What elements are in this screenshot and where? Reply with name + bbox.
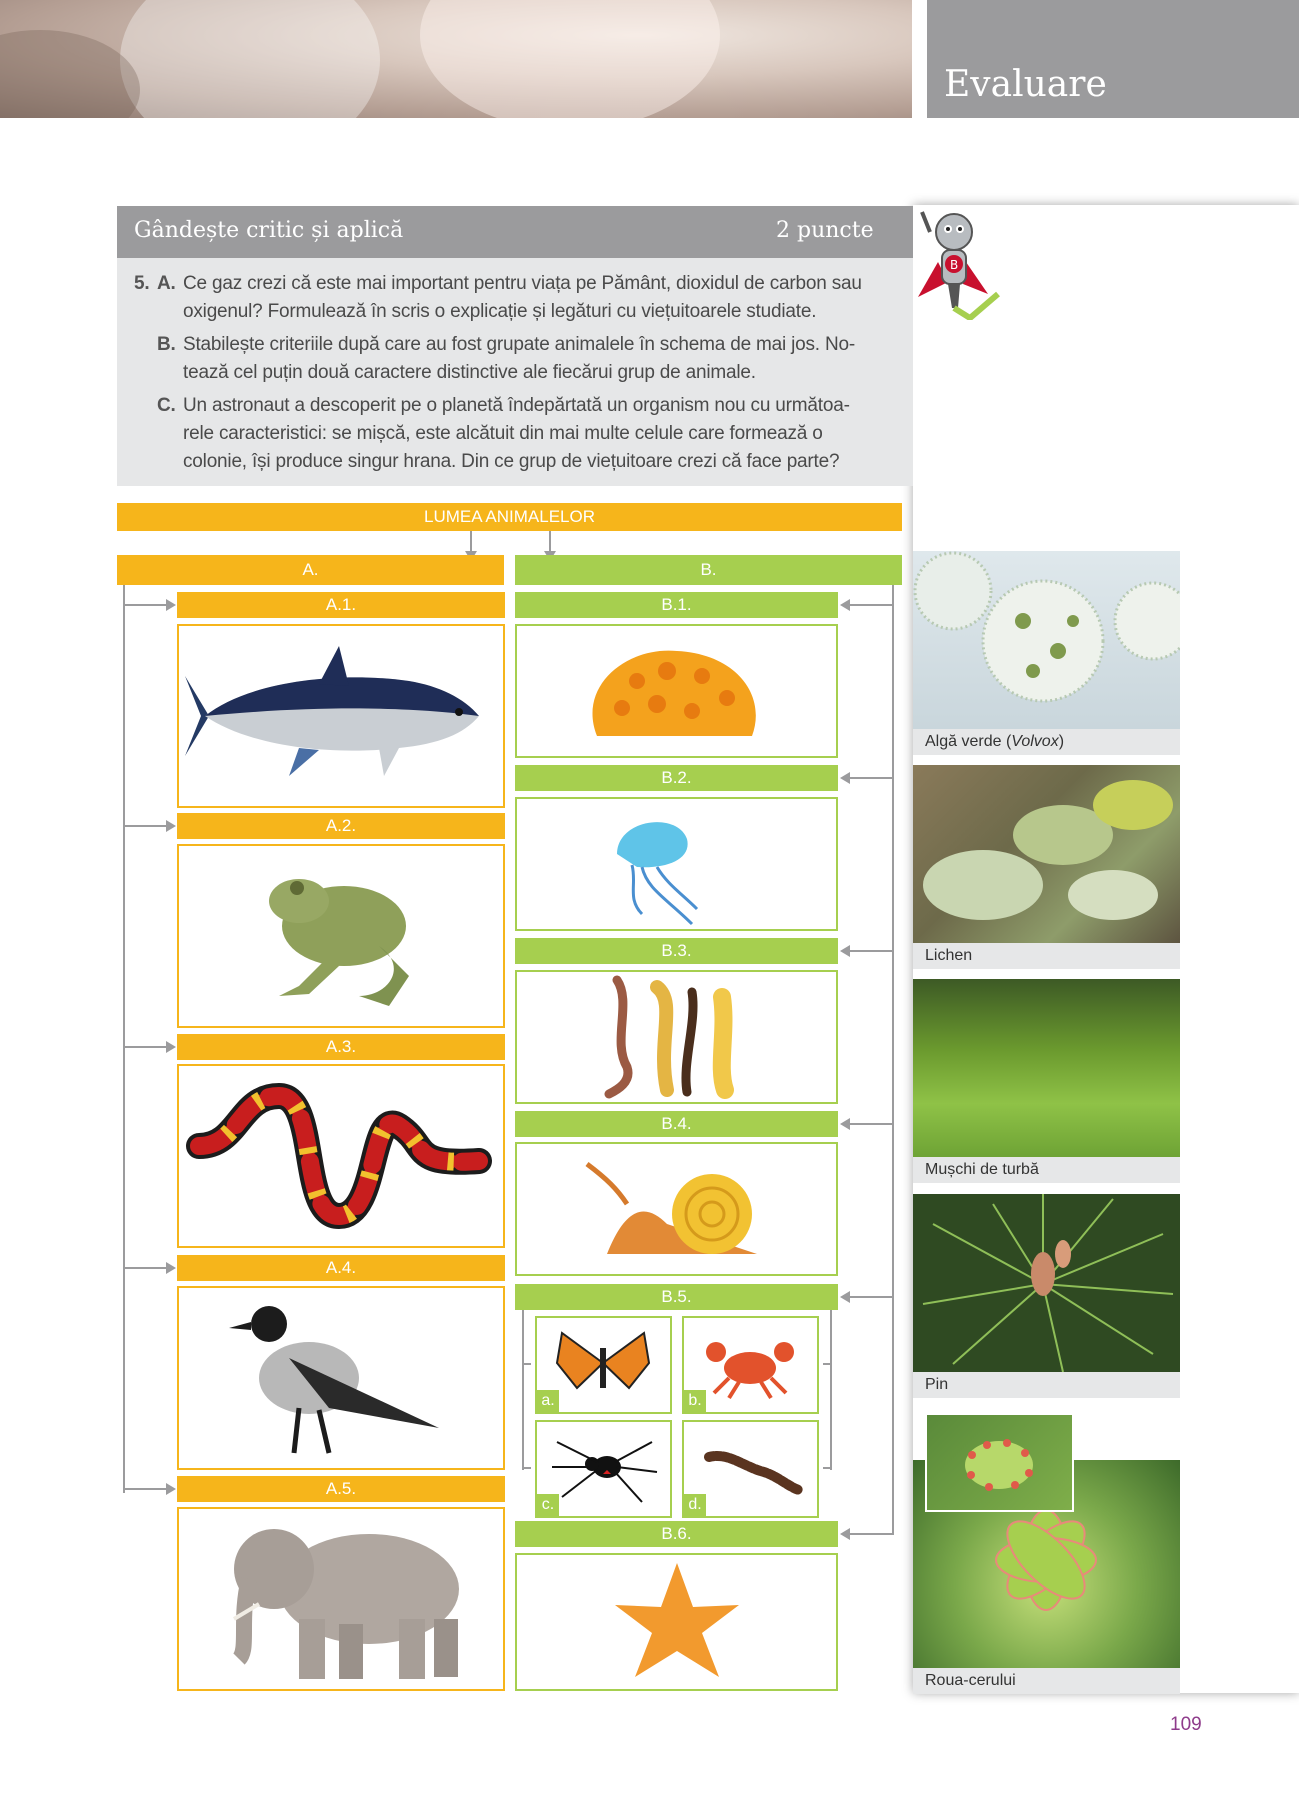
caption-volvox: Algă verde (Volvox) <box>913 729 1180 755</box>
header-photo <box>0 0 912 118</box>
label-a3: A.3. <box>177 1034 505 1060</box>
caption-lichen: Lichen <box>913 943 1180 969</box>
elephant-image <box>177 1507 505 1691</box>
exercise-title: Gândește critic și aplică <box>134 218 404 243</box>
label-b4: B.4. <box>515 1111 838 1137</box>
label-a1: A.1. <box>177 592 505 618</box>
label-a4: A.4. <box>177 1255 505 1281</box>
coral-snake-image <box>177 1064 505 1248</box>
group-b-header: B. <box>515 555 902 585</box>
question-a-text: Ce gaz crezi că este mai important pentru viața pe Pământ, dioxidul de carbon sau oxigenul? Formulează în scris o explicație și legături cu viețuitoarele studiate. <box>183 273 862 322</box>
label-b6: B.6. <box>515 1521 838 1547</box>
diagram-title: LUMEA ANIMALELOR <box>117 503 902 531</box>
svg-text:B: B <box>950 258 959 272</box>
label-a5: A.5. <box>177 1476 505 1502</box>
question-c-label: C. <box>157 395 176 416</box>
label-b3: B.3. <box>515 938 838 964</box>
label-b5-b: b. <box>684 1390 706 1412</box>
group-a-header: A. <box>117 555 504 585</box>
question-b-label: B. <box>157 334 176 355</box>
label-b5-d: d. <box>684 1494 706 1516</box>
question-c-text: Un astronaut a descoperit pe o planetă îndepărtată un organism nou cu următoa- rele caracteristici: se mișcă, este alcătuit din mai multe celule care formează o colonie, își produce singur hrana. Din ce grup de viețuitoare crezi că face parte? <box>183 395 850 472</box>
connector <box>470 531 472 553</box>
peat-moss-photo <box>913 979 1180 1157</box>
label-b1: B.1. <box>515 592 838 618</box>
group-b-connector <box>892 585 894 1535</box>
connector <box>549 531 551 553</box>
question-b-text: Stabilește criteriile după care au fost grupate animalele în schema de mai jos. No- tează cel puțin două caractere distinctive ale fiecărui grup de animale. <box>183 334 855 383</box>
caption-pine: Pin <box>913 1372 1180 1398</box>
sponge-image <box>515 624 838 758</box>
tuna-fish-image <box>177 624 505 808</box>
caption-sundew: Roua-cerului <box>913 1668 1180 1694</box>
mascot-icon <box>908 202 1000 320</box>
sundew-closeup-photo <box>925 1413 1074 1512</box>
exercise-points: 2 puncte <box>776 218 874 243</box>
volvox-photo <box>913 551 1180 729</box>
label-b5-a: a. <box>537 1390 559 1412</box>
section-title: Evaluare <box>944 64 1107 105</box>
worms-image <box>515 970 838 1104</box>
page-number: 109 <box>1170 1714 1202 1735</box>
label-b5-c: c. <box>537 1494 559 1516</box>
label-a2: A.2. <box>177 813 505 839</box>
group-a-connector <box>123 585 125 1493</box>
lichen-photo <box>913 765 1180 943</box>
exercise-number: 5. <box>134 273 150 294</box>
label-b2: B.2. <box>515 765 838 791</box>
question-a-label: A. <box>157 273 176 294</box>
starfish-image <box>515 1553 838 1691</box>
pine-photo <box>913 1194 1180 1372</box>
jellyfish-image <box>515 797 838 931</box>
snail-image <box>515 1142 838 1276</box>
frog-image <box>177 844 505 1028</box>
hooded-crow-image <box>177 1286 505 1470</box>
caption-peat-moss: Mușchi de turbă <box>913 1157 1180 1183</box>
label-b5: B.5. <box>515 1284 838 1310</box>
